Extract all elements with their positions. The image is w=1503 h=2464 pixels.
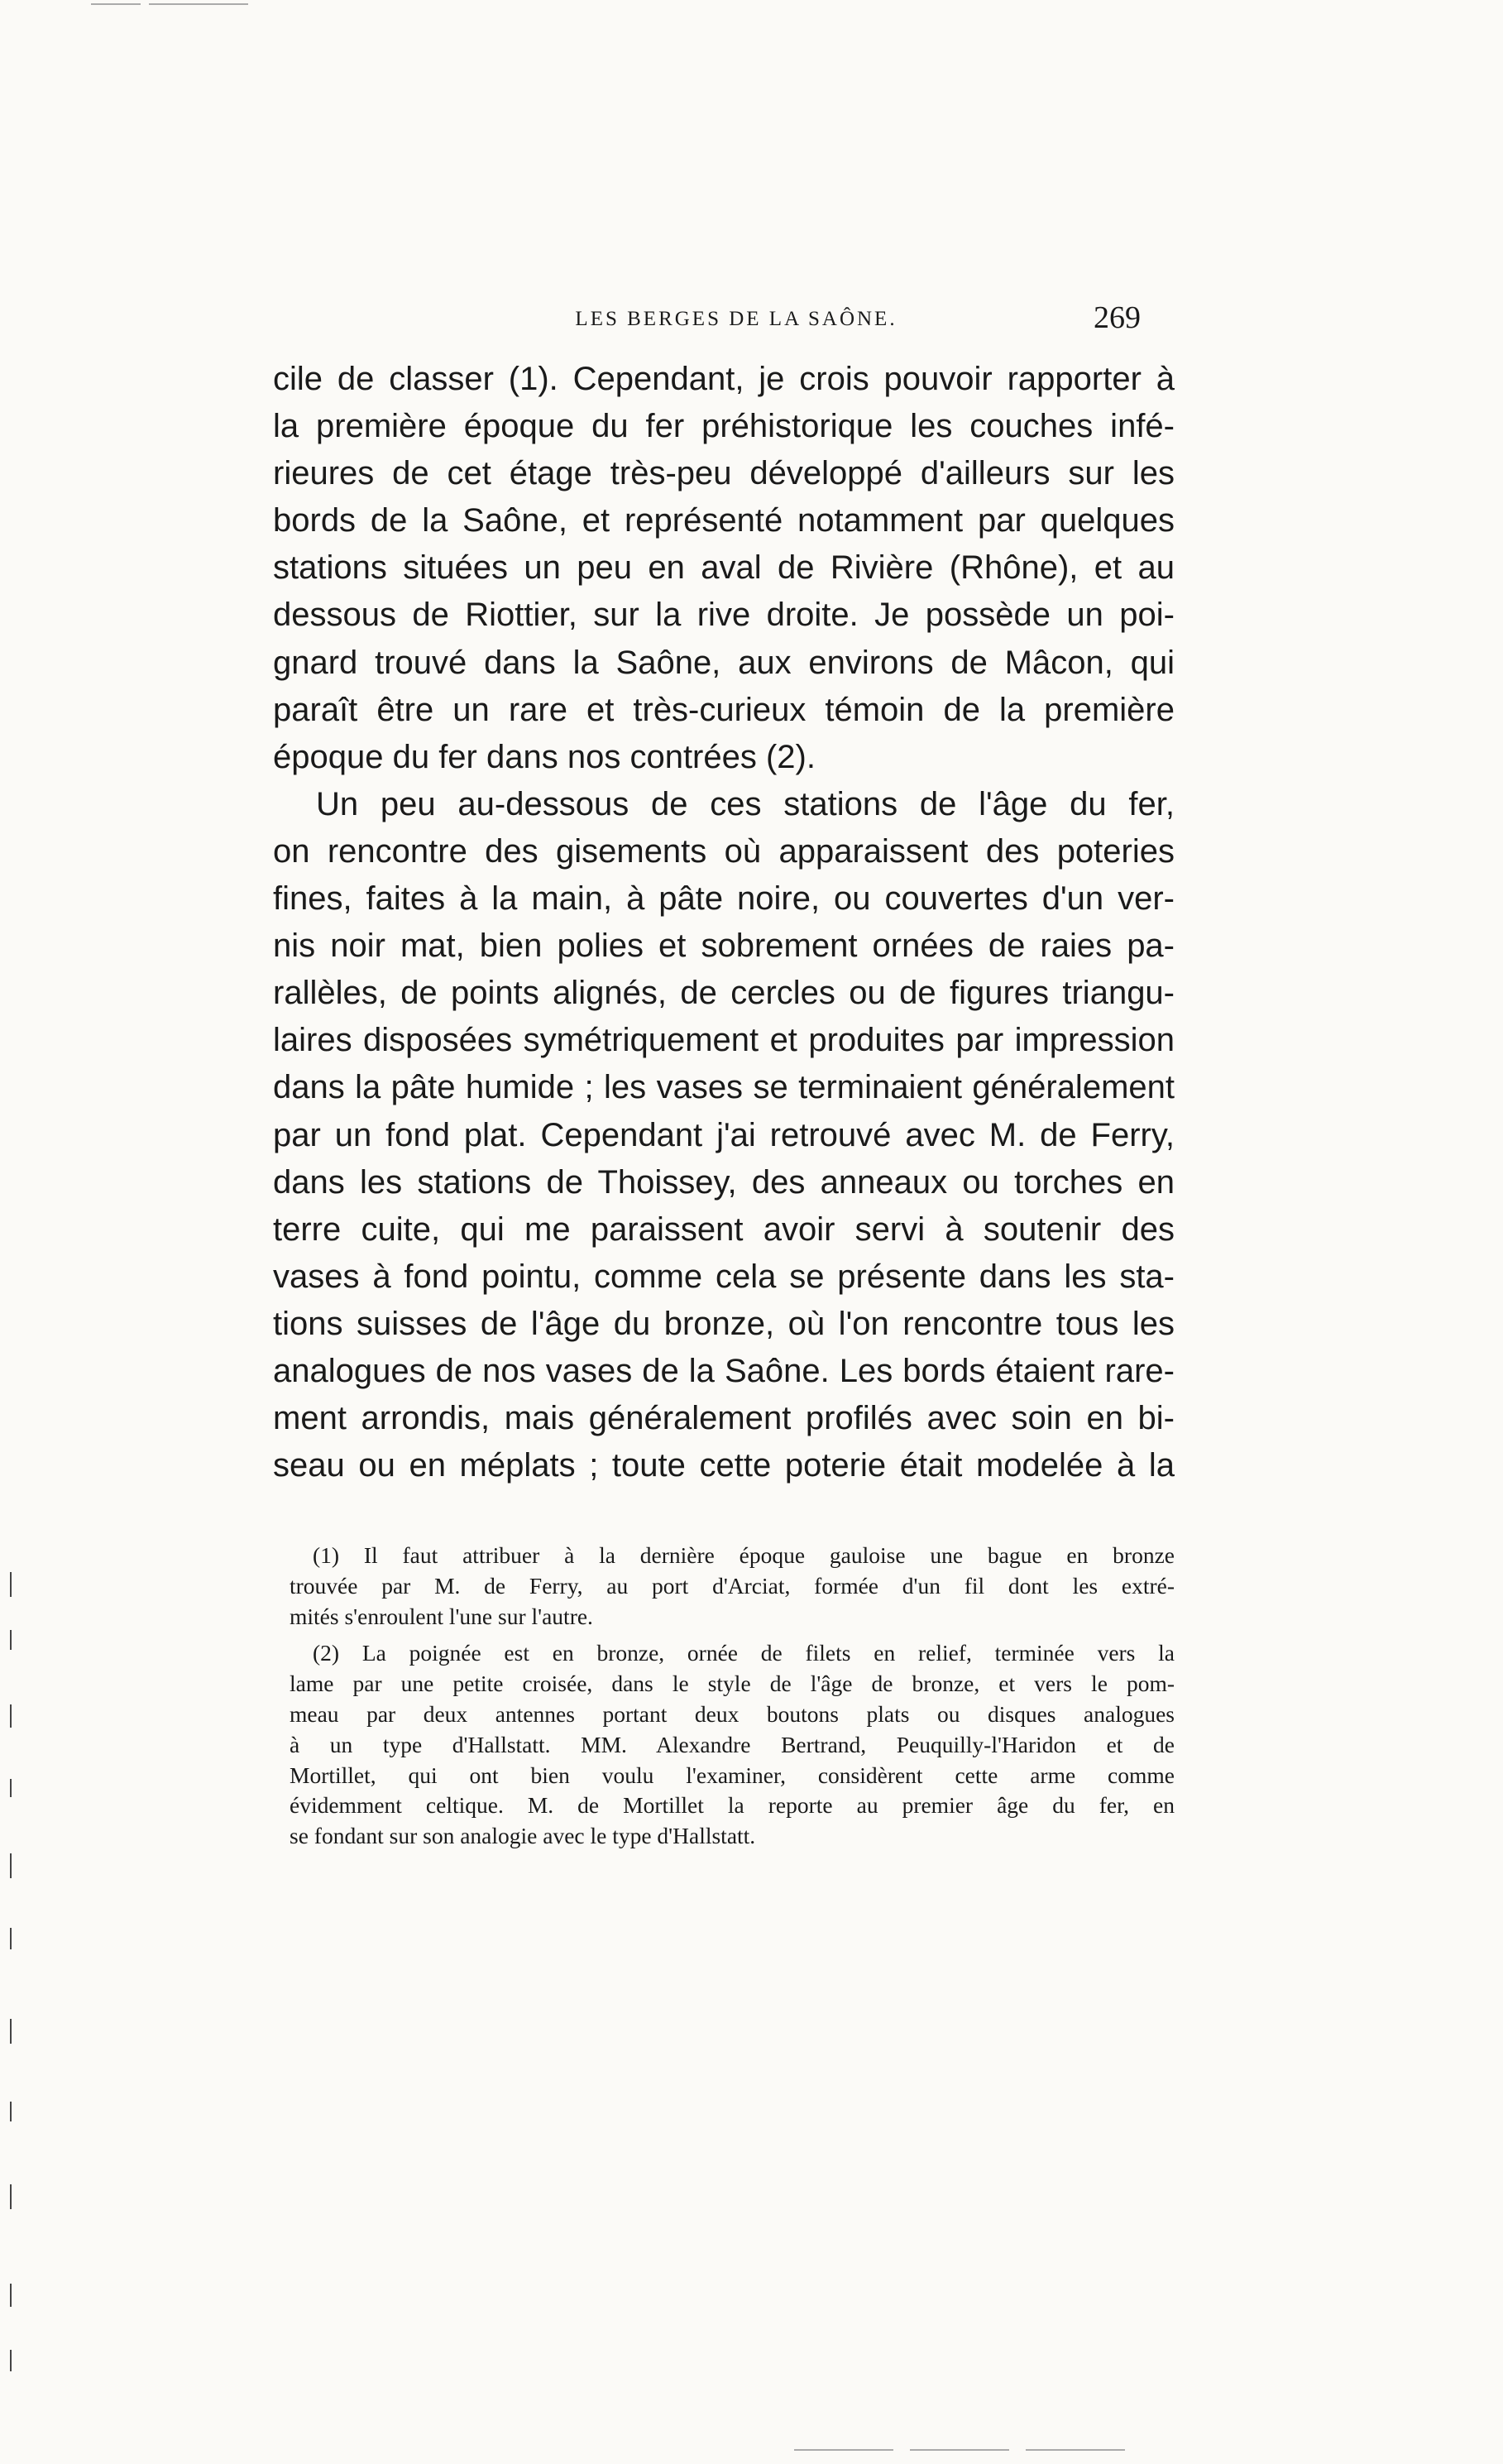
scan-mark xyxy=(10,1779,12,1797)
footnote-line: (2) La poignée est en bronze, ornée de filets en relief, terminée vers la xyxy=(313,1640,1175,1666)
scan-mark xyxy=(10,2184,12,2209)
footnote-line: évidemment celtique. M. de Mortillet la reporte au premier âge du fer, en xyxy=(290,1792,1175,1819)
text-line: dans les stations de Thoissey, des anneaux ou torches en xyxy=(273,1163,1175,1201)
text-line: rieures de cet étage très-peu développé d'ailleurs sur les xyxy=(273,455,1175,492)
scan-mark xyxy=(10,2102,12,2121)
text-line: laires disposées symétriquement et produites par impression xyxy=(273,1022,1175,1059)
text-line: analogues de nos vases de la Saône. Les bords étaient rare- xyxy=(273,1352,1175,1389)
page-number: 269 xyxy=(1094,300,1141,335)
scan-mark xyxy=(10,1572,12,1597)
footnote-line: trouvée par M. de Ferry, au port d'Arciat, formée d'un fil dont les extré- xyxy=(290,1572,1175,1599)
scan-edge-mark xyxy=(794,2449,893,2451)
running-head: LES BERGES DE LA SAÔNE. xyxy=(575,308,897,330)
text-line: dans la pâte humide ; les vases se terminaient généralement xyxy=(273,1069,1175,1106)
footnote-line: lame par une petite croisée, dans le style de l'âge de bronze, et vers le pom- xyxy=(290,1671,1175,1697)
main-text xyxy=(273,356,1175,1489)
scan-mark xyxy=(10,2350,12,2371)
text-line: cile de classer (1). Cependant, je crois pouvoir rapporter à xyxy=(273,361,1175,397)
footnote-line: Mortillet, qui ont bien voulu l'examiner, considèrent cette arme comme xyxy=(290,1762,1175,1788)
text-line: gnard trouvé dans la Saône, aux environs de Mâcon, qui xyxy=(273,644,1175,681)
text-line: stations situées un peu en aval de Rivière (Rhône), et au xyxy=(273,549,1175,587)
footnotes xyxy=(290,1541,1175,1852)
paragraph-start-line: Un peu au-dessous de ces stations de l'âge du fer, xyxy=(316,785,1175,822)
footnote-line: (1) Il faut attribuer à la dernière époque gauloise une bague en bronze xyxy=(313,1542,1175,1568)
text-line: bords de la Saône, et représenté notamment par quelques xyxy=(273,502,1175,539)
footnote-line: à un type d'Hallstatt. MM. Alexandre Bertrand, Peuquilly-l'Haridon et de xyxy=(290,1731,1175,1757)
text-line: paraît être un rare et très-curieux témoin de la première xyxy=(273,691,1175,728)
footnote-2 xyxy=(290,1638,1175,1852)
text-line: rallèles, de points alignés, de cercles ou de figures triangu- xyxy=(273,975,1175,1012)
text-line: fines, faites à la main, à pâte noire, ou couvertes d'un ver- xyxy=(273,880,1175,918)
text-line: époque du fer dans nos contrées (2). xyxy=(273,738,816,775)
text-line: dessous de Riottier, sur la rive droite. Je possède un poi- xyxy=(273,597,1175,634)
scan-edge-mark xyxy=(910,2449,1009,2451)
text-line: ment arrondis, mais généralement profilés avec soin en bi- xyxy=(273,1400,1175,1437)
footnote-1 xyxy=(290,1541,1175,1632)
text-line: tions suisses de l'âge du bronze, où l'on rencontre tous les xyxy=(273,1305,1175,1342)
text-line: nis noir mat, bien polies et sobrement ornées de raies pa- xyxy=(273,928,1175,965)
text-line: seau ou en méplats ; toute cette poterie était modelée à la xyxy=(273,1447,1175,1484)
text-line: on rencontre des gisements où apparaissent des poteries xyxy=(273,832,1175,870)
scan-mark xyxy=(10,1853,12,1878)
scan-mark xyxy=(10,1630,12,1650)
footnote-line: meau par deux antennes portant deux boutons plats ou disques analogues xyxy=(290,1700,1175,1727)
footnote-line: se fondant sur son analogie avec le type d'Hallstatt. xyxy=(290,1823,756,1849)
text-line: terre cuite, qui me paraissent avoir servi à soutenir des xyxy=(273,1210,1175,1248)
scan-mark xyxy=(10,1704,12,1728)
text-line: la première époque du fer préhistorique les couches infé- xyxy=(273,408,1175,445)
scan-mark xyxy=(10,1928,12,1949)
footnote-line: mités s'enroulent l'une sur l'autre. xyxy=(290,1603,593,1629)
text-line: vases à fond pointu, comme cela se présente dans les sta- xyxy=(273,1258,1175,1295)
scan-mark xyxy=(10,2019,12,2044)
text-line: par un fond plat. Cependant j'ai retrouvé avec M. de Ferry, xyxy=(273,1116,1175,1153)
scan-mark xyxy=(10,2284,12,2307)
scan-edge-mark xyxy=(1026,2449,1125,2451)
scan-edge-mark xyxy=(91,3,141,5)
scan-edge-mark xyxy=(149,3,248,5)
